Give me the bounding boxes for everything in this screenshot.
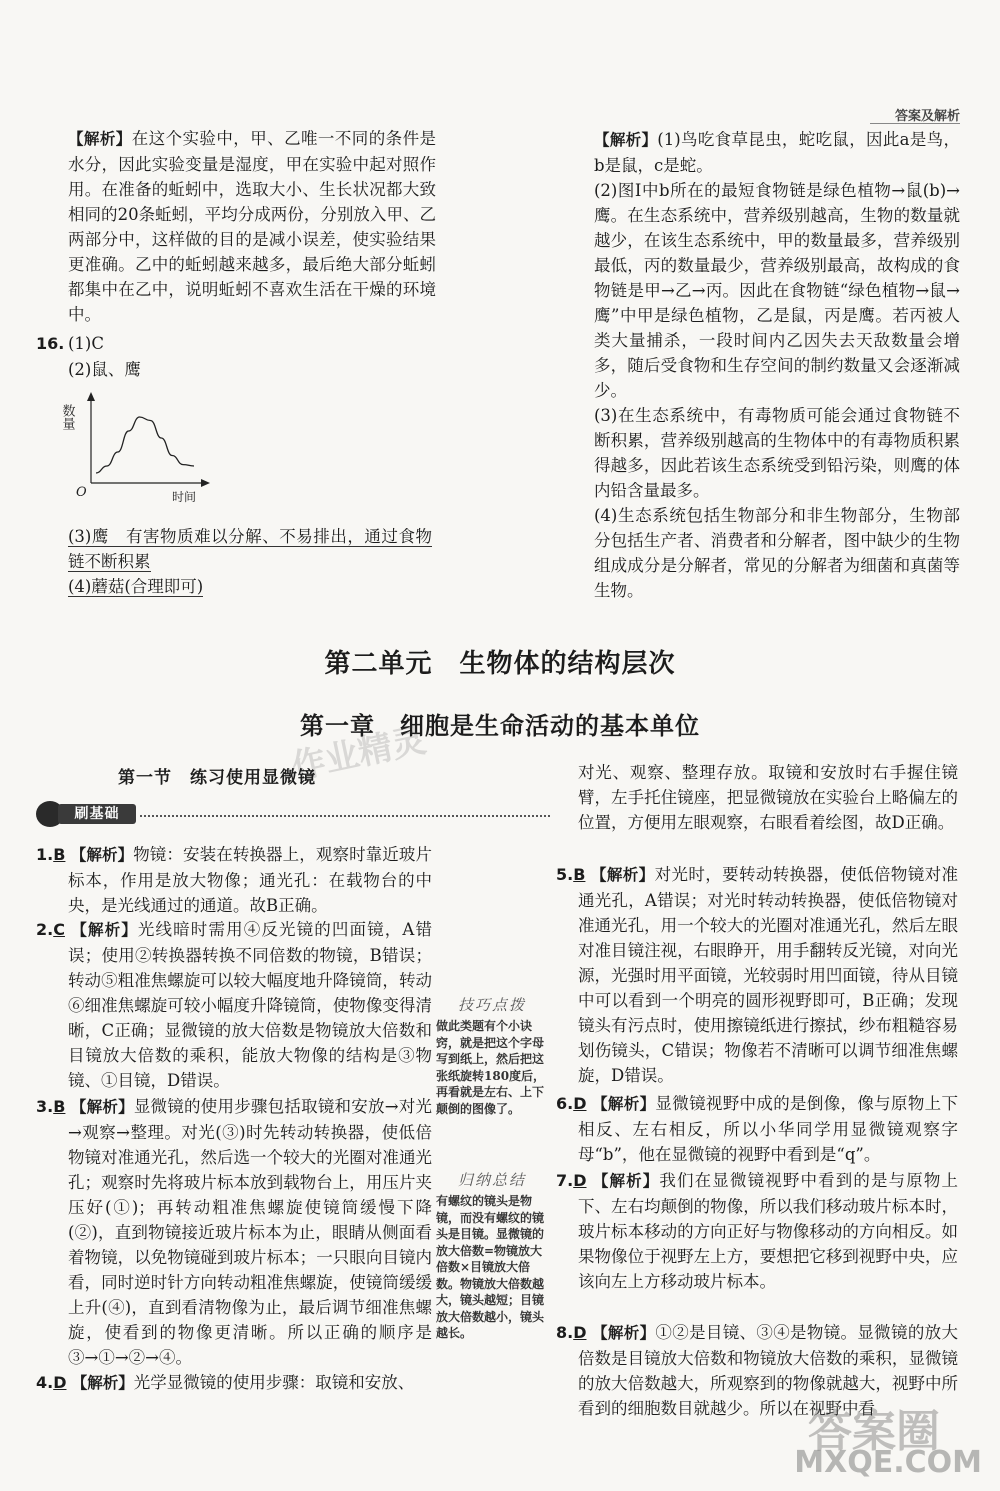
right-top-p2: (2)图Ⅰ中b所在的最短食物链是绿色植物→鼠(b)→鹰。在生态系统中，营养级别越高，生物的数量就越少，在该生态系统中，甲的数量最多，营养级别最低，丙的数量最少，营养级别最高，故构成的食物链是甲→乙→丙。因此在食物链“绿色植物→鼠→鹰”中甲是绿色植物，乙是鼠，丙是鹰。若丙被人类大量捕杀，一段时间内乙因失去天敌数量会增多，随后受食物和生存空间的制约数量又会逐渐减少。 [594, 181, 960, 400]
q16-population-chart [59, 380, 214, 505]
badge-label-box [58, 804, 136, 824]
header-rule [870, 123, 960, 124]
p1-text: (1)鸟吃食草昆虫，蛇吃鼠，因此a是鸟，b是鼠，c是蛇。 [594, 130, 960, 175]
analysis-tag: 【解析】 [592, 1095, 656, 1113]
q16-answer-4 [68, 574, 203, 599]
answer-letter: D [573, 1171, 587, 1190]
answer-letter: D [573, 1094, 587, 1113]
brand-watermark: 答案圈 [808, 1406, 940, 1457]
analysis-tag: 【解析】 [592, 1172, 660, 1190]
faint-watermark: 作业精灵 [288, 720, 430, 788]
analysis-text: 在这个实验中，甲、乙唯一不同的条件是水分，因此实验变量是湿度，甲在实验中起对照作用。在准备的蚯蚓中，选取大小、生长状况都大致相同的20条蚯蚓，平均分成两份，分别放入甲、乙两部分中，这样做的目的是减小误差，使实验结果更准确。乙中的蚯蚓越来越多，最后绝大部分蚯蚓都集中在乙中，说明蚯蚓不喜欢生活在干燥的环境中。 [68, 129, 436, 324]
population-curve [96, 417, 194, 473]
q4-continuation: 对光、观察、整理存放。取镜和安放时右手握住镜臂，左手托住镜座，把显微镜放在实验台上略偏左的位置，方便用左眼观察，右眼看着绘图，故D正确。 [578, 763, 958, 832]
question-number: 8. [556, 1323, 574, 1342]
tip-2-text: 有螺纹的镜头是物镜，而没有螺纹的镜头是目镜。显微镜的放大倍数=物镜放大倍数×目镜放大倍数。物镜放大倍数越大，镜头越短；目镜放大倍数越小，镜头越长。 [436, 1194, 545, 1340]
y-axis-arrow [87, 392, 95, 401]
question-number: 2. [36, 920, 54, 939]
question-number: 1. [36, 845, 54, 864]
answer-letter: B [573, 865, 586, 884]
analysis-tag: 【解析】 [592, 1324, 656, 1342]
section-title: 第一节 练习使用显微镜 [118, 768, 316, 788]
answer-letter: B [53, 845, 66, 864]
question-body [556, 862, 958, 1088]
origin-label: O [76, 485, 87, 500]
badge-label: 刷基础 [74, 806, 120, 822]
question-item [36, 1094, 432, 1370]
q16-answer-3-text: (3)鹰 有害物质难以分解、不易排出，通过食物链不断积累 [68, 527, 432, 571]
analysis-tag: 【解析】 [71, 921, 138, 939]
q16-answer-1: (1)C [68, 334, 104, 353]
q16-answer-4-text: (4)蘑菇(合理即可) [68, 577, 204, 596]
question-number: 7. [556, 1171, 574, 1190]
q16-number: 16. [36, 334, 65, 353]
chapter-title: 第一章 细胞是生命活动的基本单位 [300, 712, 700, 740]
answer-letter: D [573, 1323, 587, 1342]
question-number: 3. [36, 1097, 54, 1116]
basic-practice-badge [36, 801, 136, 827]
right-top-p3: (3)在生态系统中，有毒物质可能会通过食物链不断积累，营养级别越高的生物体中的有毒物质积累得越多，因此若该生态系统受到铅污染，则鹰的体内铅含量最多。 [594, 406, 960, 500]
question-body [36, 842, 432, 918]
page-header: 答案及解析 [894, 109, 960, 124]
analysis-text: 对光时，要转动转换器，使低倍物镜对准通光孔，A错误；对光时转动转换器，使低倍物镜对准通光孔，用一个较大的光圈对准通光孔，然后左眼对准目镜注视，右眼睁开，用手翻转反光镜，对向光源，光强时用平面镜，光较弱时用凹面镜，待从目镜中可以看到一个明亮的圆形视野即可，B正确；发现镜头有污点时，使用擦镜纸进行擦拭，纱布粗糙容易划伤镜头，C错误；物像若不清晰可以调节细准焦螺旋，D错误。 [578, 865, 958, 1085]
question-item [36, 917, 432, 1093]
analysis-text: 显微镜视野中成的是倒像，像与原物上下相反、左右相反，所以小华同学用显微镜观察字母“b”，他在显微镜的视野中看到是“q”。 [578, 1094, 958, 1164]
analysis-text: 显微镜的使用步骤包括取镜和安放→对光→观察→整理。对光(③)时先转动转换器，使低倍物镜对准通光孔，然后选一个较大的光圈对准通光孔；观察时先将玻片标本放到载物台上，用压片夹压好(①)；再转动粗准焦螺旋使镜筒缓慢下降(②)，直到物镜接近玻片标本为止，眼睛从侧面看着物镜，以免物镜碰到玻片标本；一只眼向目镜内看，同时逆时针方向转动粗准焦螺旋，使镜筒缓缓上升(④)，直到看清物像为止，最后调节细准焦螺旋，使看到的物像更清晰。所以正确的顺序是③→①→②→④。 [68, 1097, 433, 1367]
question-number: 6. [556, 1094, 574, 1113]
question-item [556, 862, 958, 1088]
tip-box-2 [436, 1169, 548, 1342]
answer-letter: B [53, 1097, 66, 1116]
analysis-text: 我们在显微镜视野中看到的是与原物上下、左右均颠倒的物像，所以我们移动玻片标本时，玻片标本移动的方向正好与物像移动的方向相反。如果物像位于视野左上方，要想把它移到视野中央，应该向左上方移动玻片标本。 [578, 1171, 959, 1291]
answer-letter: D [53, 1373, 67, 1392]
q16-answer-3 [68, 524, 432, 574]
answer-letter: C [53, 920, 65, 939]
right-top-analysis [594, 127, 960, 603]
analysis-tag: 【解析】 [594, 131, 658, 149]
x-axis-arrow [201, 479, 210, 487]
right-top-p4: (4)生态系统包括生物部分和非生物部分，生物部分包括生产者、消费者和分解者，图中缺少的生物组成成分是分解者，常见的分解者为细菌和真菌等生物。 [594, 506, 960, 600]
x-axis-label: 时间 [172, 490, 197, 504]
question-item [36, 842, 432, 918]
tip-1-title: 技巧点拨 [457, 996, 526, 1014]
site-watermark: MXQE.COM [794, 1445, 982, 1480]
left-top-analysis [68, 126, 436, 327]
question-body [36, 1094, 432, 1370]
analysis-tag: 【解析】 [68, 130, 132, 148]
question-number: 4. [36, 1373, 54, 1392]
question-body [36, 917, 432, 1093]
unit-title: 第二单元 生物体的结构层次 [324, 649, 676, 679]
analysis-tag: 【解析】 [70, 1098, 134, 1116]
tip-1-text: 做此类题有个小诀窍，就是把这个字母写到纸上，然后把这张纸旋转180度后，再看就是左右、上下颠倒的图像了。 [436, 1019, 546, 1116]
question-body [556, 1091, 958, 1167]
tip-2-title: 归纳总结 [457, 1171, 526, 1189]
question-number: 5. [556, 865, 574, 884]
analysis-tag: 【解析】 [591, 866, 655, 884]
analysis-text: 光线暗时需用④反光镜的凹面镜，A错误；使用②转换器转换不同倍数的物镜，B错误；转动⑤粗准焦螺旋可以较大幅度地升降镜筒，转动⑥细准焦螺旋可较小幅度升降镜筒，使物像变得清晰，C正确；显微镜的放大倍数是物镜放大倍数和目镜放大倍数的乘积，能放大物像的结构是③物镜、①目镜，D错误。 [68, 920, 432, 1090]
question-item [36, 1370, 436, 1396]
question-body [36, 1370, 436, 1396]
right-top-p1 [594, 127, 960, 178]
badge-dotted-line [140, 815, 550, 817]
analysis-text: 光学显微镜的使用步骤：取镜和安放、 [133, 1373, 415, 1392]
analysis-tag: 【解析】 [71, 1374, 134, 1392]
question-body [556, 1168, 958, 1294]
analysis-tag: 【解析】 [70, 846, 134, 864]
analysis-text: 物镜：安装在转换器上，观察时靠近玻片标本，作用是放大物像；通光孔：在载物台的中央，是光线通过的通道。故B正确。 [68, 845, 432, 915]
q16-answer-2: (2)鼠、鹰 [68, 360, 141, 379]
tip-box-1 [436, 994, 548, 1117]
question-item [556, 1091, 958, 1167]
y-axis-label: 数量 [59, 404, 75, 430]
analysis-text: ①②是目镜、③④是物镜。显微镜的放大倍数是目镜放大倍数和物镜放大倍数的乘积，显微镜的放大倍数越大，所观察到的物像就越大，视野中所看到的细胞数目就越少。所以在视野中看 [578, 1323, 958, 1418]
question-item [556, 1168, 958, 1294]
